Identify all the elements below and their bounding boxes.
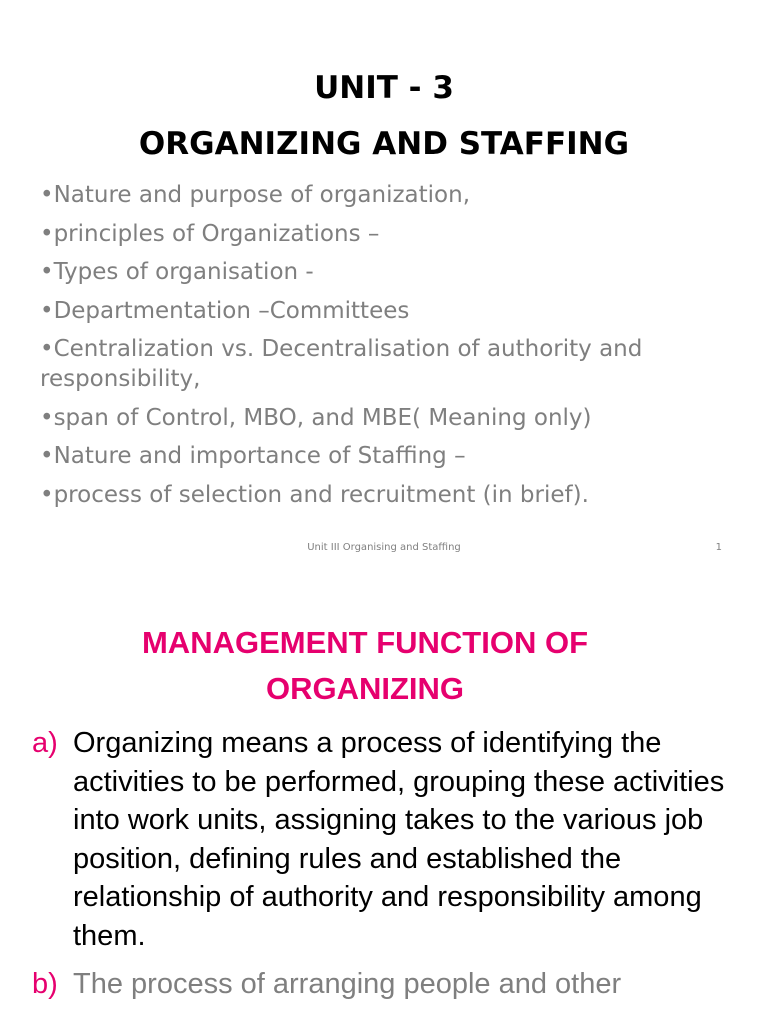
topic-item: •Centralization vs. Decentralisation of authority and responsibility,: [40, 336, 643, 392]
section-title: [40, 620, 690, 712]
topic-item: •Nature and purpose of organization,: [40, 182, 471, 208]
topics-list: [40, 180, 740, 518]
item-marker: b): [32, 968, 58, 1000]
definition-list: [32, 724, 732, 1014]
slide-2: [0, 590, 768, 1024]
item-text: The process of arranging people and other: [73, 968, 622, 1000]
slide-footer: Unit III Organising and Staffing: [307, 542, 461, 553]
section-title-line-2: ORGANIZING: [265, 671, 465, 706]
section-title-line-1: MANAGEMENT FUNCTION OF: [141, 625, 589, 660]
unit-title: UNIT - 3: [314, 70, 454, 106]
topic-item: •principles of Organizations –: [40, 220, 380, 247]
topic-item: •process of selection and recruitment (in brief).: [40, 481, 589, 508]
topic-item: •span of Control, MBO, and MBE( Meaning only): [40, 404, 592, 431]
item-text: Organizing means a process of identifying the activities to be performed, grouping these activities into work units, assigning takes to the various job position, defining rules and established the relationship of authority and responsibility among them.: [73, 727, 725, 952]
page-number: 1: [715, 542, 722, 553]
topic-item: •Types of organisation -: [40, 259, 314, 285]
definition-item: [32, 965, 732, 1004]
definition-item: [32, 724, 732, 955]
item-marker: a): [32, 727, 58, 759]
topic-item: •Nature and importance of Staffing –: [40, 443, 466, 469]
unit-subtitle: ORGANIZING AND STAFFING: [138, 126, 630, 162]
topic-item: •Departmentation –Committees: [40, 297, 410, 324]
